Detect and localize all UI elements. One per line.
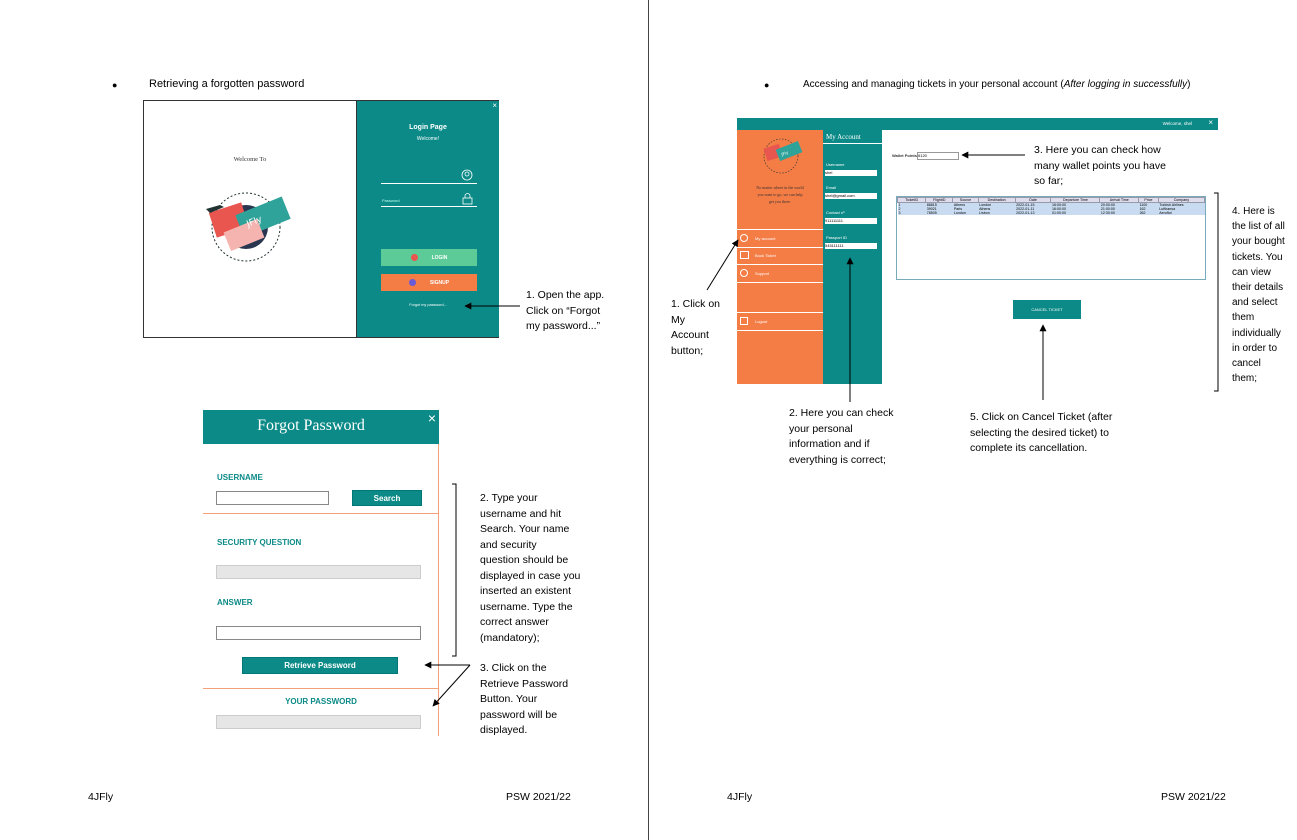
footer-left: 4JFly [88,791,114,803]
logout-icon [740,317,748,325]
table-row[interactable]: 1 88815 Athens London 2022-01-15 16:00:00 20:00:00 1100 Turkish Airlines [898,203,1205,208]
signup-icon [409,279,416,286]
tickets-table[interactable] [896,196,1206,280]
account-topbar [737,118,1218,130]
username-input[interactable] [216,491,329,505]
user-icon [740,234,748,242]
welcome-text: Welcome To [233,156,267,163]
footer-right: PSW 2021/22 [1161,791,1226,803]
app-logo [755,134,807,178]
user-icon [461,169,473,181]
cancel-ticket-button[interactable]: CANCEL TICKET [1013,300,1081,319]
email-label: Email [826,185,837,190]
wallet-value: 5120 [917,152,959,160]
contact-label: Contact nº [826,210,845,215]
menu-logout[interactable]: Logout [737,312,823,331]
bullet-dot: ● [112,80,118,90]
help-icon [740,269,748,277]
panel-rule [823,143,882,144]
username-label: Username [826,162,845,167]
menu-book-ticket[interactable]: Book Ticket [737,247,823,265]
footer-left: 4JFly [727,791,753,803]
username-value: shel [825,170,877,176]
callout-personal-info: 2. Here you can check your personal information and if everything is correct; [789,407,894,466]
app-logo [192,183,300,269]
col-header[interactable]: Destination [978,198,1015,203]
col-header[interactable]: Source [953,198,978,203]
col-header[interactable]: FlightID [926,198,953,203]
svg-text:JFly: JFly [245,214,264,230]
menu-support[interactable]: Support [737,265,823,283]
ticket-icon [740,251,749,259]
table-row[interactable]: 3 78505 London Lisbon 2022-01-13 01:00:00 12:30:00 262 Aeroflot [898,211,1205,215]
close-icon[interactable]: × [492,101,497,110]
wallet-label: Wallet Points [892,153,917,158]
col-header[interactable]: Company [1158,198,1204,203]
forgot-header [203,410,439,444]
col-header[interactable]: TicketID [898,198,926,203]
page-divider [648,0,649,840]
username-label: USERNAME [217,473,263,482]
forgot-password-screenshot [203,410,439,736]
password-placeholder: Password [382,198,400,203]
forgot-password-link[interactable]: Forgot my password... [409,303,447,307]
your-password-label: YOUR PASSWORD [285,697,357,706]
login-title: Login Page [409,124,447,131]
callout-my-account: 1. Click on My Account button; [671,298,721,357]
welcome-user: Welcome, shel [1162,121,1192,126]
login-form-panel [356,101,499,337]
slogan: No matter where in the world you want to go, we can help get you there. [756,185,804,204]
login-subtitle: Welcome! [416,136,440,142]
lock-icon [462,193,473,205]
retrieve-password-button[interactable]: Retrieve Password [242,657,398,674]
login-icon [411,254,418,261]
col-header[interactable]: Price [1139,198,1159,203]
login-screenshot [143,100,499,338]
separator [203,513,439,514]
search-button[interactable]: Search [352,490,422,506]
answer-input[interactable] [216,626,421,640]
passport-label: Passport ID [826,235,847,240]
table-row[interactable]: 2 39021 Paris Athens 2022-01-11 16:00:00 21:00:00 162 Lufthansa [898,207,1205,211]
close-icon[interactable]: × [1208,118,1213,127]
menu-my-account[interactable]: My account [737,229,823,248]
forgot-title: Forgot Password [257,417,365,434]
login-welcome-panel [144,101,356,337]
callout-open-app: 1. Open the app. Click on “Forgot my password...” [526,289,605,332]
login-button[interactable]: LOGIN [381,249,477,266]
signup-button[interactable]: SIGNUP [381,274,477,291]
callout-ticket-list: 4. Here is the list of all your bought tickets. You can view their details and select them individually in order to cancel them; [1232,206,1285,385]
security-question-label: SECURITY QUESTION [217,538,302,547]
account-sidebar [737,130,823,384]
callout-retrieve: 3. Click on the Retrieve Password Button. Your password will be displayed. [480,662,569,736]
svg-text:JFly: JFly [780,149,789,157]
my-account-panel [823,130,882,384]
email-value: shel@gmail.com [825,193,877,199]
panel-title: My Account [826,133,861,141]
answer-label: ANSWER [217,598,253,607]
contact-value: 911111111 [825,218,877,224]
password-output [216,715,421,729]
col-header[interactable]: Date [1015,198,1051,203]
callout-wallet: 3. Here you can check how many wallet points you have so far; [1030,143,1170,190]
col-header[interactable]: Arrival Time [1100,198,1139,203]
close-icon[interactable]: × [427,410,436,426]
bracket-step2 [452,484,456,656]
footer-right: PSW 2021/22 [506,791,571,803]
section-title-right: Accessing and managing tickets in your personal account (After logging in successfully) [803,79,1191,90]
username-field[interactable] [381,183,477,184]
callout-cancel: 5. Click on Cancel Ticket (after selecting the desired ticket) to complete its cancellation. [970,411,1113,454]
security-question-field [216,565,421,579]
col-header[interactable]: Departure Time [1051,198,1100,203]
password-field[interactable] [381,206,477,207]
section-title-left: Retrieving a forgotten password [149,78,305,90]
arrow-my-account [707,240,738,290]
border-right [438,444,439,736]
separator [203,688,439,689]
passport-value: 545111111 [825,243,877,249]
callout-type-username: 2. Type your username and hit Search. Your name and security question should be displayed in case you inserted an existent username. Type the correct answer (mandatory); [480,492,581,644]
bullet-dot: ● [764,80,770,90]
